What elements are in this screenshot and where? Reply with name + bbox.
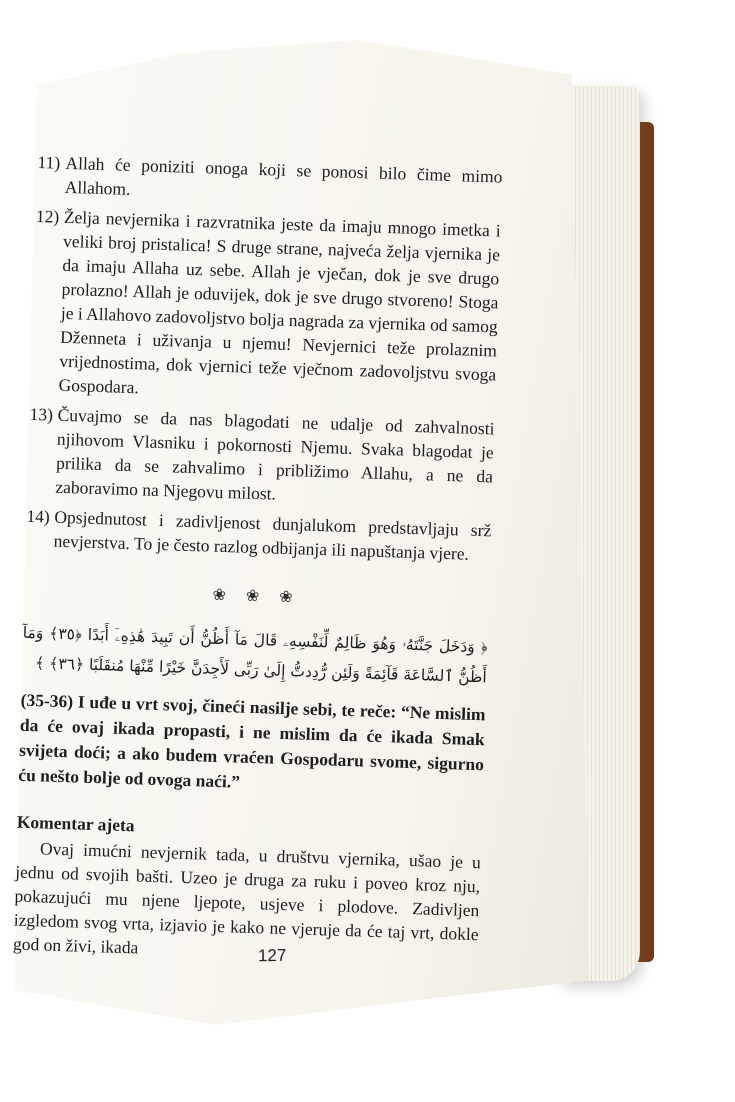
item-text: Želja nevjernika i razvratnika jeste da imaju mnogo imetka i veliki broj pristalica! S druge strane, najveća želja vjernika je da imaju Allaha uz sebe. Allah je vječan, dok je sve drugo prolazno! Allah je oduvijek, dok je sve drugo stvoreno! Stoga je i Allahovo zadovoljstvo bolja nagrada za vjernika od samog Dženneta i uživanja u njemu! Nevjernici teže prolaznim vrijednostima, dok vjernici teže vječnom zadovoljstvu svoga Gospodara. bbox=[58, 206, 502, 398]
item-number: 11) bbox=[37, 151, 61, 173]
item-number: 14) bbox=[26, 505, 51, 527]
page-number: 127 bbox=[257, 945, 287, 966]
section-heading: Komentar ajeta bbox=[16, 811, 135, 836]
commentary-paragraph: Ovaj imućni nevjernik tada, u društvu vjernika, ušao je u jednu od svojih bašti. Uzeo je druga za ruku i poveo kroz nju, pokazujući mu njene ljepote, usjeve i plodove. Zadivljen izgledom svog vrta, izjavio je kako ne vjeruje da će taj vrt, dokle god on živi, ikada bbox=[12, 838, 482, 958]
verse-translation: (35-36) I uđe u vrt svoj, čineći nasilje sebi, te reče: “Ne mislim da će ovaj ikada propasti, i ne mislim da će ikada Smak svijeta doći; a ako budem vraćen Gospodaru svome, sigurno ću nešto bolje od ovoga naći.” bbox=[18, 689, 486, 792]
page-text bbox=[13, 150, 503, 970]
item-text: Opsjednutost i zadivljenost dunjalukom predstavljaju srž nevjerstva. To je često razlog odbijanja ili napuštanja vjere. bbox=[53, 506, 492, 564]
ornament-divider: ❀ ❀ ❀ bbox=[212, 586, 301, 607]
item-number: 12) bbox=[35, 205, 60, 227]
item-text: Čuvajmo se da nas blagodati ne udalje od zahvalnosti njihovom Vlasniku i pokornosti Njemu. Svaka blagodat je prilika da se zahvalimo i približimo Allahu, a ne da zaboravimo na Njegovu milost. bbox=[55, 404, 495, 504]
arabic-verse: ﴿ وَدَخَلَ جَنَّتَهُۥ وَهُوَ ظَالِمٌ لِّنَفْسِهِۦ قَالَ مَآ أَظُنُّ أَن تَبِيدَ هَٰذِهِۦٓ أَبَدًا ﴿٣٥﴾ وَمَآ أَظُنُّ ٱلسَّاعَةَ قَآئِمَةً وَلَئِن رُّدِدتُّ إِلَىٰ رَبِّى لَأَجِدَنَّ خَيْرًا مِّنْهَا مُنقَلَبًا ﴿٣٦﴾ ﴾ bbox=[22, 623, 488, 687]
list-item bbox=[27, 402, 495, 513]
list-item bbox=[30, 204, 501, 411]
item-text: Allah će poniziti onoga koji se ponosi bilo čime mimo Allahom. bbox=[64, 152, 503, 199]
list-item bbox=[25, 504, 491, 567]
item-number: 13) bbox=[29, 403, 54, 425]
